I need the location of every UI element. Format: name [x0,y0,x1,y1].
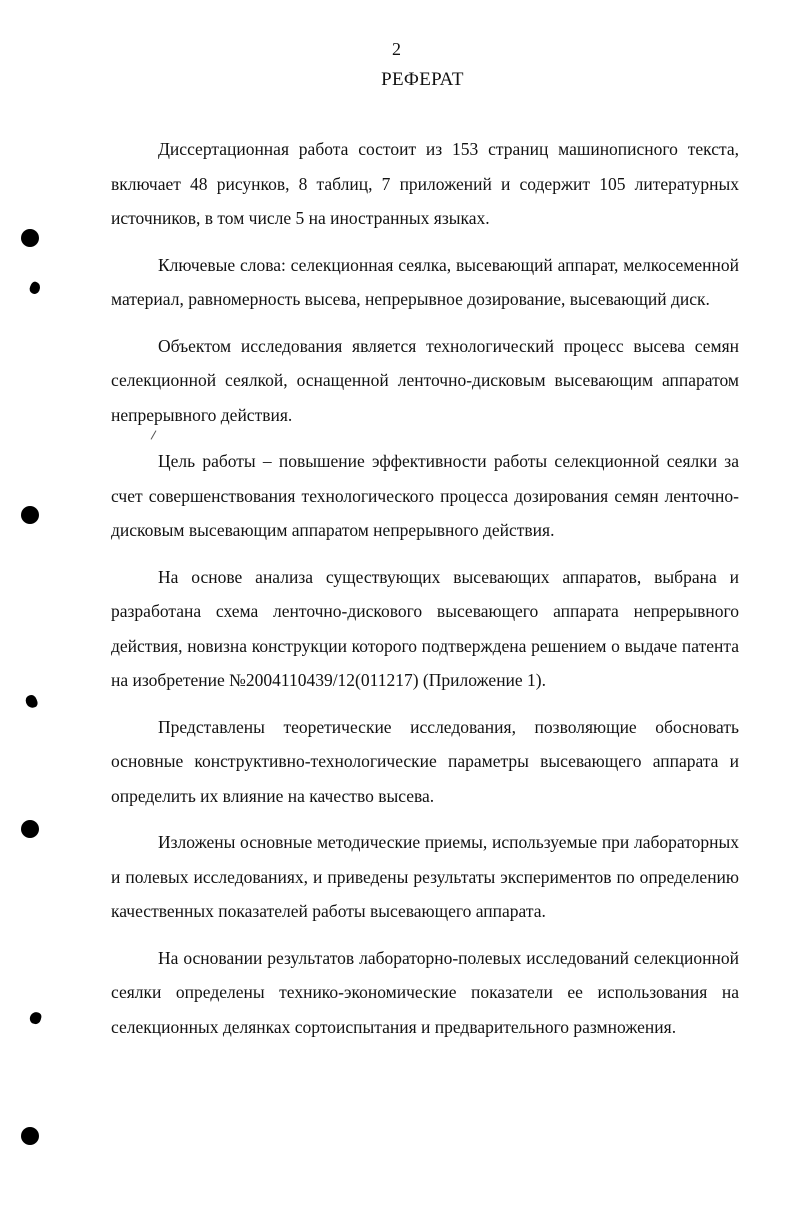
abstract-body [111,132,739,1044]
scan-speck-1 [28,280,42,295]
punch-hole-1 [21,229,39,247]
punch-hole-4 [21,1127,39,1145]
page-number: 2 [392,39,401,59]
punch-hole-2 [21,506,39,524]
punch-hole-3 [21,820,39,838]
paragraph-results: На основании результатов лабораторно-полевых исследований селекционной сеялки определены технико-экономические показатели ее использования на селекционных делянках сортоиспытания и предварительного размножения. [111,947,739,1037]
scan-speck-3 [29,1011,43,1025]
scan-speck-2 [24,694,39,710]
paragraph-scope: Диссертационная работа состоит из 153 страниц машинописного текста, включает 48 рисунков, 8 таблиц, 7 приложений и содержит 105 литературных источников, в том числе 5 на иностранных языках. [111,139,739,228]
paragraph-methods: Изложены основные методические приемы, используемые при лабораторных и полевых исследованиях, и приведены результаты экспериментов по определению качественных показателей работы высевающего аппарата. [111,832,739,921]
paragraph-keywords: Ключевые слова: селекционная сеялка, высевающий аппарат, мелкосеменной материал, равномерность высева, непрерывное дозирование, высевающий диск. [111,254,739,309]
page-title: РЕФЕРАТ [381,69,464,90]
paragraph-object: Объектом исследования является технологический процесс высева семян селекционной сеялкой, оснащенной ленточно-дисковым высевающим аппаратом непрерывного действия. [111,335,739,425]
paragraph-design: На основе анализа существующих высевающих аппаратов, выбрана и разработана схема ленточно-дискового высевающего аппарата непрерывного действия, новизна конструкции которого подтверждена решением о выдаче патента на изобретение №2004110439/12(011217) (Приложение 1). [111,566,739,690]
paragraph-theory: Представлены теоретические исследования, позволяющие обосновать основные конструктивно-технологические параметры высевающего аппарата и определить их влияние на качество высева. [111,716,739,806]
paragraph-goal: Цель работы – повышение эффективности работы селекционной сеялки за счет совершенствования технологического процесса дозирования семян ленточно-дисковым высевающим аппаратом непрерывного действия. [111,451,739,540]
